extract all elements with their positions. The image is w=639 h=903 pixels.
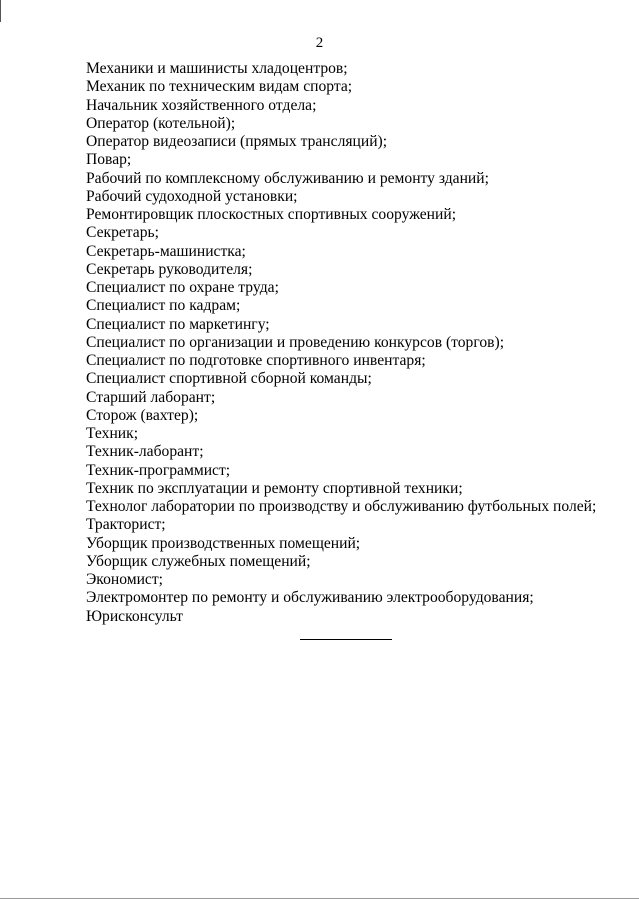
list-item: Секретарь-машинистка;: [86, 242, 246, 260]
list-item: Техник-программист;: [86, 461, 231, 479]
list-item: Оператор видеозаписи (прямых трансляций);: [86, 133, 388, 150]
end-of-list-rule: [300, 639, 392, 640]
list-item: Механик по техническим видам спорта;: [86, 78, 353, 96]
list-item: Тракторист;: [86, 516, 166, 534]
list-item: Техник по эксплуатации и ремонту спортивной техники;: [86, 479, 463, 497]
list-item: Оператор (котельной);: [86, 114, 236, 132]
list-item: Специалист по кадрам;: [86, 297, 241, 315]
list-item: Технолог лаборатории по производству и обслуживанию футбольных полей;: [86, 498, 597, 515]
scan-edge-mark: [0, 0, 1, 22]
scan-bottom-edge: [0, 898, 639, 899]
list-item: Техник-лаборант;: [86, 443, 204, 461]
list-item: Механики и машинисты хладоцентров;: [86, 60, 348, 77]
list-item: Рабочий по комплексному обслуживанию и ремонту зданий;: [86, 169, 489, 187]
list-item: Юрисконсульт: [86, 607, 183, 625]
list-item: Рабочий судоходной установки;: [86, 187, 298, 205]
list-item: Специалист по маркетингу;: [86, 315, 270, 333]
list-item: Уборщик служебных помещений;: [86, 552, 311, 570]
list-item: Секретарь;: [86, 224, 159, 242]
list-item: Специалист по охране труда;: [86, 279, 279, 296]
list-item: Повар;: [86, 151, 132, 169]
list-item: Техник;: [86, 425, 139, 442]
list-item: Сторож (вахтер);: [86, 406, 199, 424]
list-item: Секретарь руководителя;: [86, 260, 253, 278]
position-list: [86, 60, 596, 626]
list-item: Специалист по подготовке спортивного инвентаря;: [86, 352, 426, 369]
list-item: Старший лаборант;: [86, 388, 216, 406]
list-item: Электромонтер по ремонту и обслуживанию электрооборудования;: [86, 589, 534, 607]
page-number: 2: [315, 35, 324, 51]
list-item: Начальник хозяйственного отдела;: [86, 96, 317, 114]
list-item: Экономист;: [86, 571, 164, 588]
list-item: Специалист по организации и проведению конкурсов (торгов);: [86, 333, 505, 351]
list-item: Ремонтировщик плоскостных спортивных сооружений;: [86, 206, 457, 223]
list-item: Специалист спортивной сборной команды;: [86, 370, 372, 388]
list-item: Уборщик производственных помещений;: [86, 534, 361, 552]
